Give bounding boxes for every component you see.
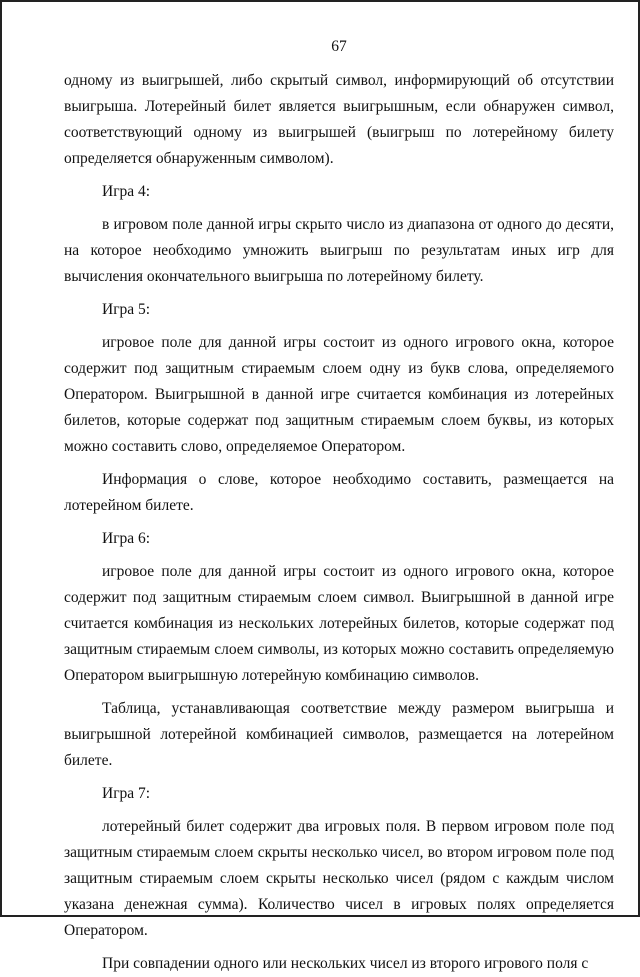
heading-game-4: Игра 4:	[102, 183, 151, 200]
heading-game-7: Игра 7:	[102, 785, 151, 802]
paragraph-continuation: одному из выигрышей, либо скрытый символ, информирующий об отсутствии выигрыша. Лотерейный билет является выигрышным, если обнаружен символ, соответствующий одному из выигрышей (выигрыш по лотерейному билету определяется обнаруженным символом).	[64, 72, 614, 167]
heading-game-5: Игра 5:	[102, 301, 151, 318]
paragraph-game-6-table: Таблица, устанавливающая соответствие между размером выигрыша и выигрышной лотерейной комбинацией символов, размещается на лотерейном билете.	[64, 700, 614, 769]
paragraph-game-5: игровое поле для данной игры состоит из одного игрового окна, которое содержит под защитным стираемым слоем одну из букв слова, определяемого Оператором. Выигрышной в данной игре считается комбинация из лотерейных билетов, которые содержат под защитным стираемым слоем буквы, из которых можно составить слово, определяемое Оператором.	[64, 334, 614, 455]
paragraph-game-6: игровое поле для данной игры состоит из одного игрового окна, которое содержит под защитным стираемым слоем символ. Выигрышной в данной игре считается комбинация из нескольких лотерейных билетов, которые содержат под защитным стираемым слоем символы, из которых можно составить определяемую Оператором выигрышную лотерейную комбинацию символов.	[64, 563, 614, 684]
body-text	[64, 68, 614, 977]
heading-game-6: Игра 6:	[102, 530, 151, 547]
paragraph-game-5-info: Информация о слове, которое необходимо составить, размещается на лотерейном билете.	[64, 471, 614, 514]
paragraph-game-4: в игровом поле данной игры скрыто число из диапазона от одного до десяти, на которое необходимо умножить выигрыш по результатам иных игр для вычисления окончательного выигрыша по лотерейному билету.	[64, 216, 614, 285]
paragraph-game-7: лотерейный билет содержит два игровых поля. В первом игровом поле под защитным стираемым слоем скрыты несколько чисел, во втором игровом поле под защитным стираемым слоем скрыты несколько чисел (рядом с каждым числом указана денежная сумма). Количество чисел в игровых полях определяется Оператором.	[64, 818, 614, 939]
paragraph-game-7-match: При совпадении одного или нескольких чисел из второго игрового поля с	[102, 955, 589, 972]
page-number: 67	[331, 38, 347, 55]
